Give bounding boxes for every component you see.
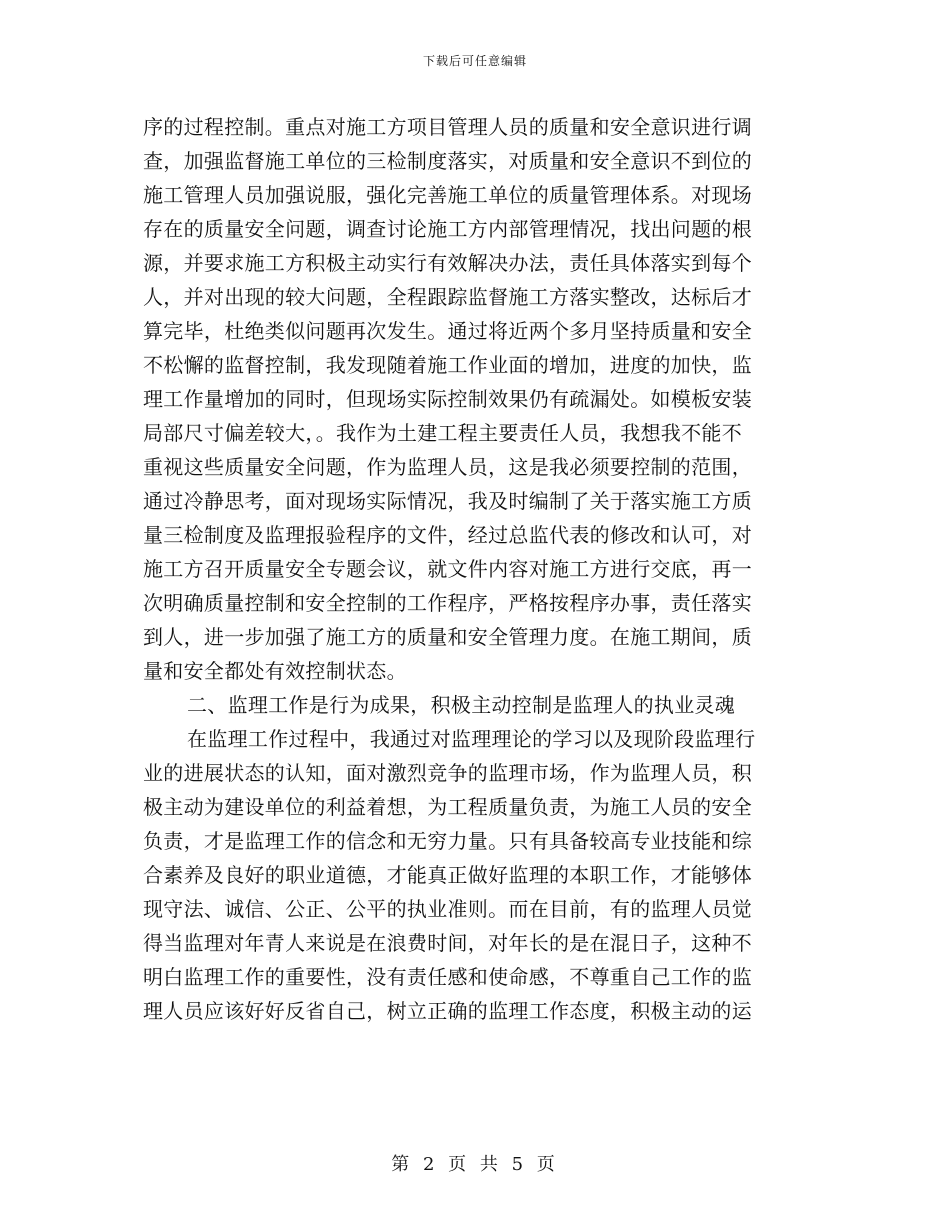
text-line: 源，并要求施工方积极主动实行有效解决办法，责任具体落实到每个 <box>143 251 752 275</box>
page-header: 下载后可任意编辑 <box>422 54 527 68</box>
text-line: 重视这些质量安全问题，作为监理人员，这是我必须要控制的范围， <box>143 455 752 479</box>
text-line: 序的过程控制。重点对施工方项目管理人员的质量和安全意识进行调 <box>143 115 752 139</box>
text-line: 量和安全都处有效控制状态。 <box>143 659 407 683</box>
text-line: 查，加强监督施工单位的三检制度落实，对质量和安全意识不到位的 <box>143 149 752 173</box>
text-line: 业的进展状态的认知，面对激烈竞争的监理市场，作为监理人员，积 <box>143 761 752 785</box>
text-line: 施工方召开质量安全专题会议，就文件内容对施工方进行交底，再一 <box>143 557 752 581</box>
text-line: 算完毕，杜绝类似问题再次发生。通过将近两个多月坚持质量和安全 <box>143 319 752 343</box>
text-line: 理人员应该好好反省自己，树立正确的监理工作态度，积极主动的运 <box>143 999 752 1023</box>
text-line: 不松懈的监督控制，我发现随着施工作业面的增加，进度的加快，监 <box>143 353 752 377</box>
text-line: 得当监理对年青人来说是在浪费时间，对年长的是在混日子，这种不 <box>143 931 752 955</box>
text-line: 到人，进一步加强了施工方的质量和安全管理力度。在施工期间，质 <box>143 625 752 649</box>
section-heading: 二、监理工作是行为成果，积极主动控制是监理人的执业灵魂 <box>187 693 736 717</box>
text-line: 局部尺寸偏差较大，。我作为土建工程主要责任人员，我想我不能不 <box>143 421 742 445</box>
text-line: 存在的质量安全问题，调查讨论施工方内部管理情况，找出问题的根 <box>143 217 752 241</box>
text-line: 合素养及良好的职业道德，才能真正做好监理的本职工作，才能够体 <box>143 863 752 887</box>
text-line: 理工作量增加的同时，但现场实际控制效果仍有疏漏处。如模板安装 <box>143 387 752 411</box>
text-line: 施工管理人员加强说服，强化完善施工单位的质量管理体系。对现场 <box>143 183 752 207</box>
text-line: 极主动为建设单位的利益着想，为工程质量负责，为施工人员的安全 <box>143 795 752 819</box>
text-line: 负责，才是监理工作的信念和无穷力量。只有具备较高专业技能和综 <box>143 829 752 853</box>
text-line: 明白监理工作的重要性，没有责任感和使命感，不尊重自己工作的监 <box>143 965 752 989</box>
text-line: 在监理工作过程中，我通过对监理理论的学习以及现阶段监理行 <box>187 727 756 751</box>
text-line: 通过冷静思考，面对现场实际情况，我及时编制了关于落实施工方质 <box>143 489 752 513</box>
text-line: 量三检制度及监理报验程序的文件，经过总监代表的修改和认可，对 <box>143 523 752 547</box>
text-line: 现守法、诚信、公正、公平的执业准则。而在目前，有的监理人员觉 <box>143 897 752 921</box>
page-number-footer: 第 2 页 共 5 页 <box>391 1154 559 1175</box>
text-line: 人，并对出现的较大问题，全程跟踪监督施工方落实整改，达标后才 <box>143 285 752 309</box>
text-line: 次明确质量控制和安全控制的工作程序，严格按程序办事，责任落实 <box>143 591 752 615</box>
document-body <box>143 110 803 1028</box>
